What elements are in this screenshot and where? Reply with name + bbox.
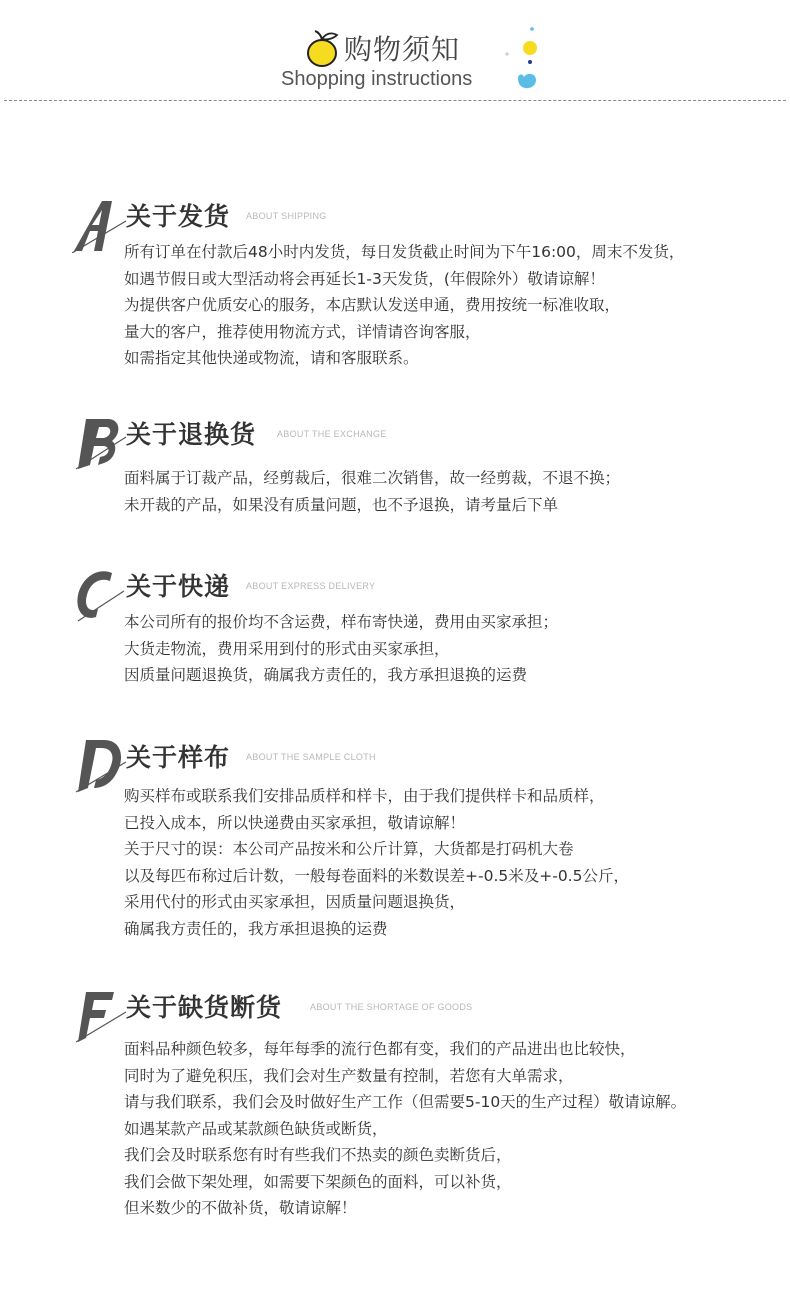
body-line: 量大的客户，推荐使用物流方式，详情请咨询客服， — [124, 322, 481, 341]
section-title: 关于样布 — [126, 743, 231, 772]
body-line: 面料属于订裁产品，经剪裁后，很难二次销售，故一经剪裁，不退不换； — [124, 469, 621, 487]
body-line: 如遇某款产品或某款颜色缺货或断货， — [124, 1119, 388, 1138]
body-line: 未开裁的产品，如果没有质量问题，也不予退换，请考量后下单 — [124, 495, 559, 514]
section-body — [124, 609, 558, 689]
section-title: 关于缺货断货 — [126, 993, 283, 1022]
body-line: 请与我们联系，我们会及时做好生产工作（但需要5-10天的生产过程）敬请谅解。 — [124, 1093, 687, 1111]
body-line: 购买样布或联系我们安排品质样和样卡，由于我们提供样卡和品质样， — [124, 787, 605, 805]
body-line: 面料品种颜色较多，每年每季的流行色都有变，我们的产品进出也比较快， — [124, 1040, 636, 1058]
letter-b-icon — [72, 415, 128, 471]
letter-f-icon — [72, 988, 128, 1044]
section-subtitle: ABOUT THE SHORTAGE OF GOODS — [310, 1002, 473, 1012]
section-body — [124, 465, 620, 518]
body-line: 因质量问题退换货，确属我方责任的，我方承担退换的运费 — [124, 666, 528, 684]
page-header — [0, 0, 790, 110]
section-subtitle: ABOUT SHIPPING — [246, 211, 327, 221]
section-subtitle: ABOUT THE EXCHANGE — [277, 429, 387, 439]
body-line: 采用代付的形式由买家承担，因质量问题退换货， — [124, 893, 466, 911]
body-line: 如需指定其他快递或物流，请和客服联系。 — [124, 349, 419, 367]
body-line: 但米数少的不做补货，敬请谅解！ — [124, 1199, 357, 1217]
letter-d-icon — [72, 738, 128, 794]
body-line: 为提供客户优质安心的服务，本店默认发送申通，费用按统一标准收取， — [124, 296, 621, 314]
page-title: 购物须知 — [344, 33, 461, 66]
body-line: 同时为了避免积压，我们会对生产数量有控制，若您有大单需求， — [124, 1066, 574, 1085]
page-subtitle: Shopping instructions — [281, 68, 473, 90]
body-line: 本公司所有的报价均不含运费，样布寄快递，费用由买家承担； — [124, 613, 559, 631]
section-body — [124, 1036, 686, 1222]
lemon-icon — [302, 29, 342, 69]
body-line: 如遇节假日或大型活动将会再延长1-3天发货，(年假除外）敬请谅解！ — [124, 269, 605, 288]
section-subtitle: ABOUT THE SAMPLE CLOTH — [246, 752, 376, 762]
section-subtitle: ABOUT EXPRESS DELIVERY — [246, 581, 376, 591]
letter-a-icon — [72, 197, 128, 253]
body-line: 大货走物流，费用采用到付的形式由买家承担， — [124, 639, 450, 658]
section-title: 关于发货 — [126, 202, 231, 231]
body-line: 以及每匹布称过后计数，一般每卷面料的米数误差+-0.5米及+-0.5公斤， — [124, 866, 629, 885]
section-body — [124, 783, 629, 942]
decorative-dots-icon — [505, 24, 545, 96]
body-line: 确属我方责任的，我方承担退换的运费 — [124, 919, 388, 938]
letter-c-icon — [72, 567, 128, 623]
section-title: 关于快递 — [126, 572, 231, 601]
body-line: 所有订单在付款后48小时内发货，每日发货截止时间为下午16:00，周末不发货， — [124, 243, 685, 261]
section-title: 关于退换货 — [126, 420, 257, 449]
body-line: 已投入成本，所以快递费由买家承担，敬请谅解！ — [124, 813, 466, 832]
body-line: 我们会及时联系您有时有些我们不热卖的颜色卖断货后， — [124, 1146, 512, 1164]
dashed-divider — [4, 100, 786, 101]
body-line: 我们会做下架处理，如需要下架颜色的面料，可以补货， — [124, 1172, 512, 1191]
section-body — [124, 239, 684, 372]
body-line: 关于尺寸的误：本公司产品按米和公斤计算，大货都是打码机大卷 — [124, 840, 574, 858]
